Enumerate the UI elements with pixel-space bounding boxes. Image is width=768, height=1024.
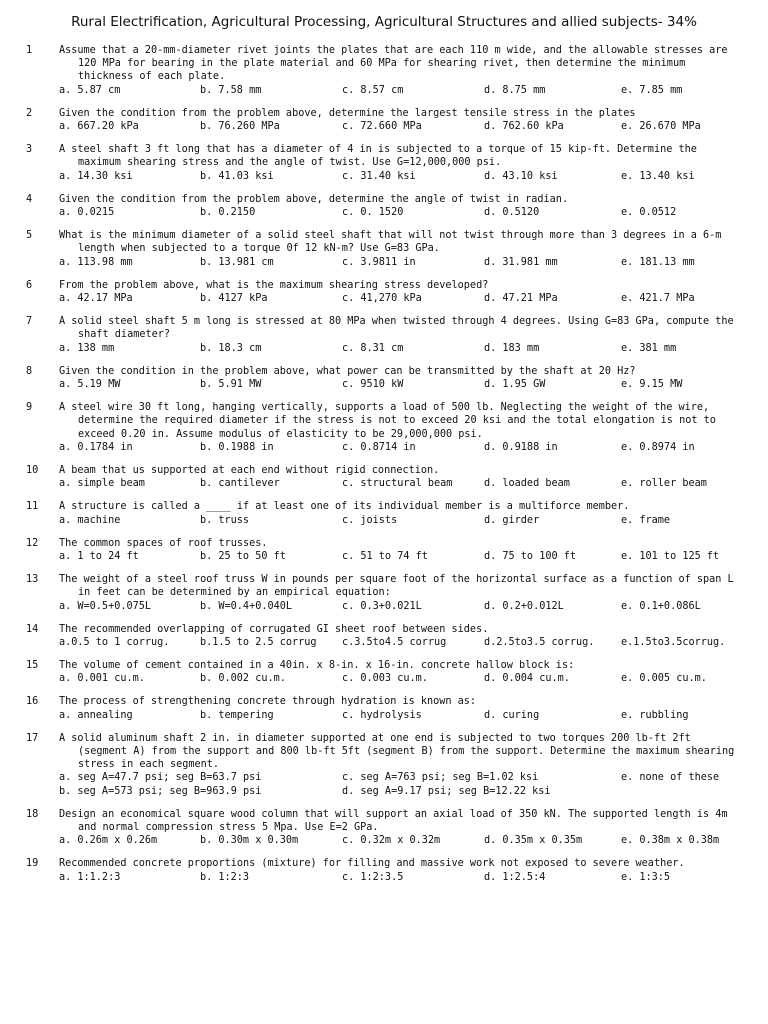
answer-option: c. 0.8714 in (342, 441, 416, 453)
answer-option: e. frame (621, 514, 671, 526)
answer-option: c. 0. 1520 (342, 206, 404, 218)
question-number: 10 (26, 464, 39, 476)
answer-option: a. 1 to 24 ft (59, 550, 139, 562)
question-item (0, 808, 768, 848)
question-text: A solid aluminum shaft 2 in. in diameter supported at one end is subjected to two torques 200 lb-ft 2ft (segment A) from the support and 800 lb-ft 5ft (segment B) from the support. Determine the maximum shearing stress in each segment. (59, 732, 735, 771)
answer-option: b. 76.260 MPa (200, 121, 280, 132)
question-text: Given the condition in the problem above, what power can be transmitted by the shaft at 20 Hz? (59, 365, 636, 377)
answer-option: e. 9.15 MW (621, 378, 683, 390)
answer-option: d. seg A=9.17 psi; seg B=12.22 ksi (342, 785, 551, 797)
answer-option: c. 72.660 MPa (342, 121, 422, 132)
answer-option: e. 421.7 MPa (621, 292, 695, 304)
answer-option: b. 0.002 cu.m. (200, 673, 286, 685)
question-number: 16 (26, 696, 39, 708)
question-text: The weight of a steel roof truss W in pounds per square foot of the horizontal surface as a function of span L in feet can be determined by an empirical equation: (59, 574, 734, 599)
answer-options (59, 550, 768, 563)
question-number: 15 (26, 660, 39, 672)
question-text: Given the condition from the problem above, determine the largest tensile stress in the plates (59, 107, 636, 119)
question-number: 9 (26, 402, 33, 414)
question-text: Assume that a 20-mm-diameter rivet joints the plates that are each 110 m wide, and the allowable stresses are 120 MPa for bearing in the plate material and 60 MPa for shearing rivet, then determine the minimum thickness of each plate. (59, 45, 728, 83)
answer-option: c. 0.003 cu.m. (342, 673, 428, 685)
question-item (0, 44, 768, 97)
page-title: Rural Electrification, Agricultural Processing, Agricultural Structures and allied subjects- 34% (71, 14, 697, 30)
question-text: The recommended overlapping of corrugated GI sheet roof between sides. (59, 623, 489, 635)
question-item (0, 315, 768, 355)
answer-option: a. simple beam (59, 478, 145, 490)
answer-option: e. roller beam (621, 478, 707, 490)
answer-option: b. 1:2:3 (200, 871, 250, 883)
answer-option: b. 0.1988 in (200, 441, 274, 453)
answer-option: c. 0.3+0.021L (342, 600, 422, 612)
answer-option: b. 5.91 MW (200, 378, 262, 390)
answer-option: a. 0.1784 in (59, 441, 133, 453)
question-text: A structure is called a ____ if at least one of its individual member is a multiforce member. (59, 501, 630, 513)
answer-option: b. tempering (200, 709, 274, 721)
question-text: Given the condition from the problem above, determine the angle of twist in radian. (59, 193, 569, 205)
question-number: 7 (26, 316, 33, 328)
question-item (0, 464, 768, 490)
answer-option: e. 181.13 mm (621, 256, 695, 268)
answer-option: e. 7.85 mm (621, 84, 683, 96)
question-text: A solid steel shaft 5 m long is stressed at 80 MPa when twisted through 4 degrees. Using G=83 GPa, compute the shaft diameter? (59, 316, 734, 341)
answer-option: c. 41,270 kPa (342, 292, 422, 304)
answer-option: c. 3.9811 in (342, 256, 416, 268)
answer-option: c. 9510 kW (342, 378, 404, 390)
answer-option: a. 113.98 mm (59, 256, 133, 268)
question-number: 18 (26, 808, 39, 820)
question-number: 4 (26, 193, 33, 205)
answer-option: a. W=0.5+0.075L (59, 600, 152, 612)
answer-option: d. 0.35m x 0.35m (484, 835, 583, 847)
answer-option: a. 1:1.2:3 (59, 871, 121, 883)
answer-option: d. girder (484, 514, 540, 526)
answer-option: e. 0.38m x 0.38m (621, 835, 720, 847)
question-number: 12 (26, 537, 39, 549)
answer-option: e. 0.1+0.086L (621, 600, 701, 612)
question-item (0, 279, 768, 305)
answer-option: d. 47.21 MPa (484, 292, 558, 304)
answer-option: e. 381 mm (621, 342, 677, 354)
answer-option: a. 14.30 ksi (59, 170, 133, 182)
question-number: 1 (26, 45, 33, 56)
answer-option: a. 5.87 cm (59, 84, 121, 96)
question-item (0, 573, 768, 613)
answer-option: c. seg A=763 psi; seg B=1.02 ksi (342, 772, 539, 784)
question-number: 19 (26, 858, 39, 870)
answer-options (59, 256, 768, 269)
answer-option: a. 0.001 cu.m. (59, 673, 145, 685)
question-number: 17 (26, 732, 39, 744)
answer-option: d.2.5to3.5 corrug. (484, 636, 595, 648)
answer-options (59, 834, 768, 847)
question-number: 6 (26, 279, 33, 291)
answer-options (59, 441, 768, 454)
answer-option: d. 43.10 ksi (484, 170, 558, 182)
question-text: A steel shaft 3 ft long that has a diameter of 4 in is subjected to a torque of 15 kip-ft. Determine the maximum shearing stress and the angle of twist. Use G=12,000,000 psi. (59, 144, 697, 169)
answer-options (59, 477, 768, 490)
answer-option: a. 5.19 MW (59, 378, 121, 390)
answer-option: a.0.5 to 1 corrug. (59, 636, 170, 648)
question-number: 11 (26, 501, 39, 513)
question-item (0, 229, 768, 269)
answer-option: e. 0.005 cu.m. (621, 673, 707, 685)
answer-options (59, 672, 768, 685)
answer-option: b. W=0.4+0.040L (200, 600, 293, 612)
answer-option: e. 101 to 125 ft (621, 550, 720, 562)
question-number: 14 (26, 623, 39, 635)
question-text: A steel wire 30 ft long, hanging vertically, supports a load of 500 lb. Neglecting the weight of the wire, determine the required diameter if the stress is not to exceed 20 ksi and the total elongation is not to exceed 0.20 in. Assume modulus of elasticity to be 29,000,000 psi. (59, 402, 716, 440)
question-number: 13 (26, 574, 39, 586)
answer-option: d. loaded beam (484, 478, 570, 490)
question-number: 5 (26, 230, 33, 242)
answer-option: c. 51 to 74 ft (342, 550, 428, 562)
answer-options (59, 84, 768, 97)
answer-option: d. 0.2+0.012L (484, 600, 564, 612)
answer-options (59, 292, 768, 305)
answer-options (59, 871, 768, 884)
answer-option: e. 0.8974 in (621, 441, 695, 453)
answer-option: c. 1:2:3.5 (342, 871, 404, 883)
question-number: 3 (26, 144, 33, 156)
question-text: The common spaces of roof trusses. (59, 537, 268, 549)
answer-options (59, 709, 768, 722)
answer-option: d. 0.9188 in (484, 441, 558, 453)
answer-option: c. 31.40 ksi (342, 170, 416, 182)
answer-option: d. 762.60 kPa (484, 121, 564, 132)
answer-option: c. hydrolysis (342, 709, 422, 721)
answer-option: e. rubbling (621, 709, 689, 721)
answer-options (59, 342, 768, 355)
answer-option: b. 4127 kPa (200, 292, 268, 304)
answer-options (59, 514, 768, 527)
answer-options (59, 600, 768, 613)
answer-option: e. 13.40 ksi (621, 170, 695, 182)
answer-option: c. 0.32m x 0.32m (342, 835, 441, 847)
answer-options (59, 636, 768, 649)
answer-option: a. machine (59, 514, 121, 526)
question-text: The process of strengthening concrete through hydration is known as: (59, 696, 477, 708)
answer-options (59, 206, 768, 219)
answer-option: c. structural beam (342, 478, 453, 490)
answer-option: d. 1:2.5:4 (484, 871, 546, 883)
answer-option: b. truss (200, 514, 250, 526)
answer-option: b. 0.30m x 0.30m (200, 835, 299, 847)
answer-option: e. 1:3:5 (621, 871, 671, 883)
answer-option: b. 41.03 ksi (200, 170, 274, 182)
answer-option: d. 8.75 mm (484, 84, 546, 96)
answer-option: b. 13.981 cm (200, 256, 274, 268)
question-item (0, 107, 768, 133)
answer-options (59, 170, 768, 183)
answer-options (59, 120, 768, 133)
answer-option: a. seg A=47.7 psi; seg B=63.7 psi (59, 772, 262, 784)
answer-option: b. 0.2150 (200, 206, 256, 218)
answer-options (59, 771, 768, 784)
answer-option: a. 0.0215 (59, 206, 115, 218)
question-item (0, 401, 768, 454)
question-list (0, 44, 768, 894)
question-item (0, 365, 768, 391)
question-item (0, 695, 768, 721)
answer-options (59, 378, 768, 391)
question-text: From the problem above, what is the maximum shearing stress developed? (59, 279, 489, 291)
answer-option: d. 183 mm (484, 342, 540, 354)
answer-option: c. 8.31 cm (342, 342, 404, 354)
answer-option: a. 138 mm (59, 342, 115, 354)
answer-option: d. 0.004 cu.m. (484, 673, 570, 685)
answer-option: b. cantilever (200, 478, 280, 490)
answer-option: b. 18.3 cm (200, 342, 262, 354)
question-item (0, 623, 768, 649)
answer-option: e.1.5to3.5corrug. (621, 636, 726, 648)
answer-option: c. 8.57 cm (342, 84, 404, 96)
answer-option: d. 31.981 mm (484, 256, 558, 268)
answer-option: d. 1.95 GW (484, 378, 546, 390)
question-number: 2 (26, 107, 33, 119)
answer-option: a. 667.20 kPa (59, 121, 139, 132)
answer-option: e. none of these (621, 772, 720, 784)
question-item (0, 732, 768, 798)
answer-option: d. 75 to 100 ft (484, 550, 577, 562)
answer-option: a. annealing (59, 709, 133, 721)
question-text: Design an economical square wood column that will support an axial load of 350 kN. The supported length is 4m and normal compression stress 5 Mpa. Use E=2 GPa. (59, 808, 728, 834)
answer-option: c.3.5to4.5 corrug (342, 636, 447, 648)
answer-option: e. 26.670 MPa (621, 121, 701, 132)
question-item (0, 659, 768, 685)
answer-option: d. curing (484, 709, 540, 721)
question-text: The volume of cement contained in a 40in. x 8-in. x 16-in. concrete hallow block is: (59, 660, 575, 672)
answer-option: b. 25 to 50 ft (200, 550, 286, 562)
answer-option: e. 0.0512 (621, 206, 677, 218)
answer-option: b.1.5 to 2.5 corrug (200, 636, 317, 648)
answer-option: b. 7.58 mm (200, 84, 262, 96)
question-item (0, 193, 768, 219)
question-number: 8 (26, 365, 33, 377)
answer-option: c. joists (342, 514, 398, 526)
question-item (0, 143, 768, 183)
question-item (0, 857, 768, 883)
question-text: Recommended concrete proportions (mixture) for filling and massive work not exposed to severe weather. (59, 858, 685, 870)
question-text: What is the minimum diameter of a solid steel shaft that will not twist through more than 3 degrees in a 6-m length when subjected to a torque 0f 12 kN-m? Use G=83 GPa. (59, 230, 722, 255)
question-text: A beam that us supported at each end without rigid connection. (59, 464, 440, 476)
answer-option: b. seg A=573 psi; seg B=963.9 psi (59, 785, 262, 797)
answer-option: a. 42.17 MPa (59, 292, 133, 304)
answer-option: a. 0.26m x 0.26m (59, 835, 158, 847)
question-item (0, 500, 768, 526)
answer-options (59, 785, 768, 798)
question-item (0, 537, 768, 563)
answer-option: d. 0.5120 (484, 206, 540, 218)
